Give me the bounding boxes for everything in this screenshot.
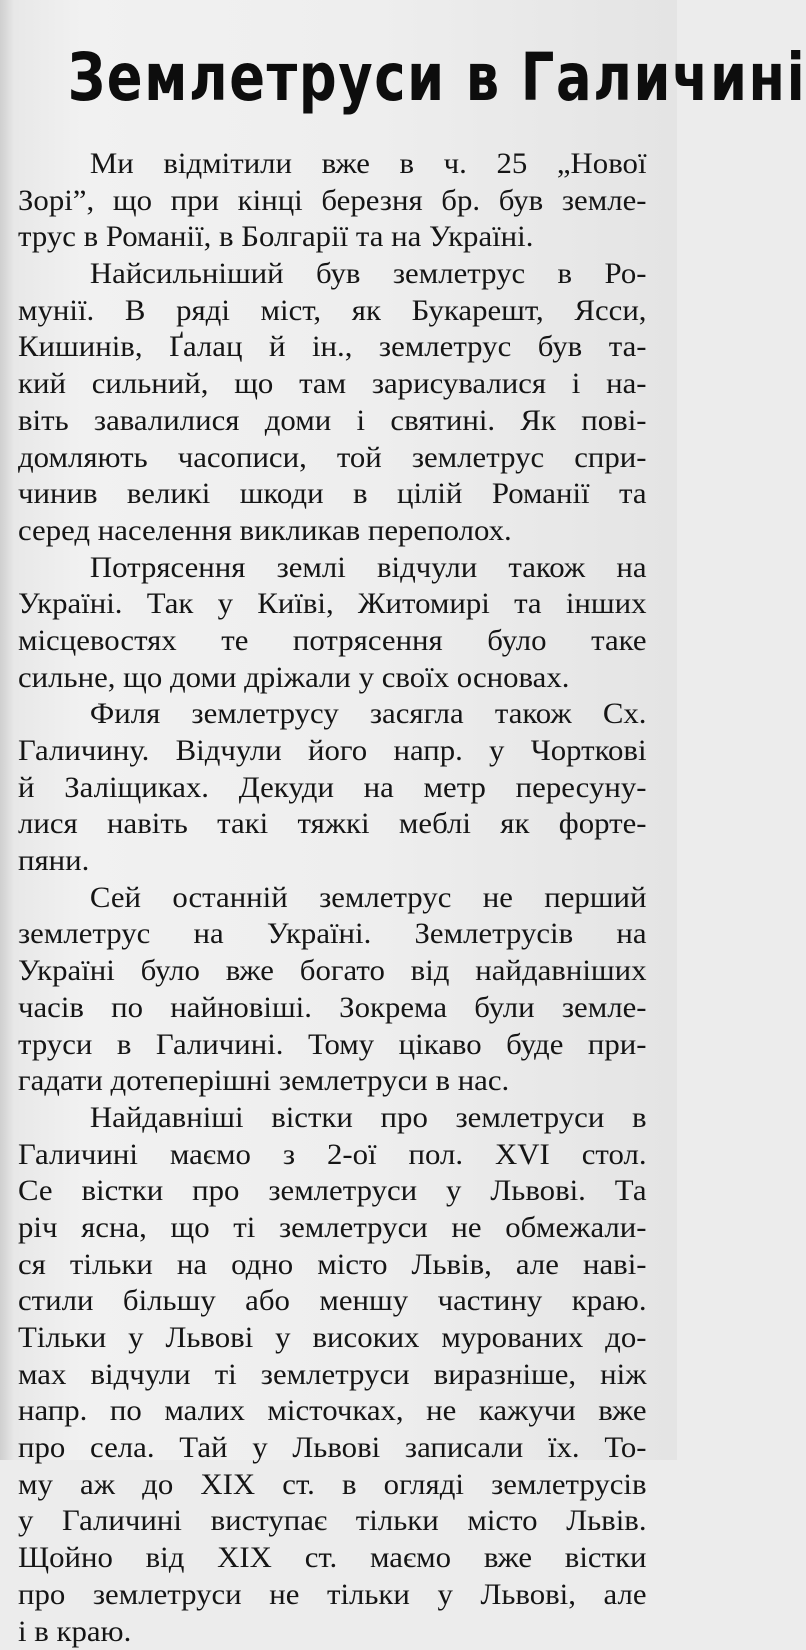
text-line: часів по найновіші. Зокрема були земле- <box>18 990 647 1027</box>
paragraph-2 <box>18 256 647 550</box>
text-line: кий сильний, що там зарисувалися і на- <box>18 366 647 403</box>
text-line: напр. по малих місточках, не кажучи вже <box>18 1393 647 1430</box>
text-line: Ми відмітили вже в ч. 25 „Нової <box>18 146 647 183</box>
text-line: ся тільки на одно місто Львів, але наві- <box>18 1247 647 1284</box>
text-line: місцевостях те потрясення було таке <box>18 623 647 660</box>
text-line: Кишинів, Ґалац й ін., землетрус був та- <box>18 329 647 366</box>
text-line: Се вістки про землетруси у Львові. Та <box>18 1173 647 1210</box>
text-line: віть завалилися доми і святині. Як пові- <box>18 403 647 440</box>
text-line: мунії. В ряді міст, як Букарешт, Ясси, <box>18 293 647 330</box>
text-line: Потрясення землі відчули також на <box>18 550 647 587</box>
text-line: землетрус на Україні. Землетрусів на <box>18 916 647 953</box>
text-line: серед населення викликав переполох. <box>18 513 647 550</box>
text-line: Україні було вже богато від найдавніших <box>18 953 647 990</box>
text-line: річ ясна, що ті землетруси не обмежали- <box>18 1210 647 1247</box>
text-line: гадати дотеперішні землетруси в нас. <box>18 1063 647 1100</box>
text-line: Щойно від XIX ст. маємо вже вістки <box>18 1540 647 1577</box>
paragraph-6 <box>18 1100 647 1650</box>
text-line: у Галичині виступає тільки місто Львів. <box>18 1503 647 1540</box>
article-headline: Землетруси в Галичині <box>68 18 610 138</box>
text-line: Україні. Так у Київі, Житомирі та інших <box>18 586 647 623</box>
paper-edge-shadow <box>0 0 14 1460</box>
article-body <box>18 146 647 1650</box>
text-line: Тільки у Львові у високих мурованих до- <box>18 1320 647 1357</box>
text-line: пяни. <box>18 843 647 880</box>
text-line: Галичині маємо з 2-ої пол. XVI стол. <box>18 1137 647 1174</box>
text-line: Филя землетрусу засягла також Сх. <box>18 696 647 733</box>
text-line: Зорі”, що при кінці березня бр. був земле- <box>18 183 647 220</box>
text-line: му аж до XIX ст. в огляді землетрусів <box>18 1467 647 1504</box>
text-line: й Заліщиках. Декуди на метр пересуну- <box>18 770 647 807</box>
text-line: і в краю. <box>18 1614 647 1650</box>
text-line: Найсильніший був землетрус в Ро- <box>18 256 647 293</box>
text-line: мах відчули ті землетруси виразніше, ніж <box>18 1357 647 1394</box>
paragraph-3 <box>18 550 647 697</box>
text-line: сильне, що доми дріжали у своїх основах. <box>18 660 647 697</box>
text-line: про села. Тай у Львові записали їх. То- <box>18 1430 647 1467</box>
text-line: труси в Галичині. Тому цікаво буде при- <box>18 1027 647 1064</box>
text-line: Галичину. Відчули його напр. у Чорткові <box>18 733 647 770</box>
text-line: домляють часописи, той землетрус спри- <box>18 440 647 477</box>
text-line: трус в Романії, в Болгарії та на Україні. <box>18 219 647 256</box>
paragraph-4 <box>18 696 647 879</box>
paragraph-5 <box>18 880 647 1100</box>
text-line: чинив великі шкоди в цілій Романії та <box>18 476 647 513</box>
paragraph-1 <box>18 146 647 256</box>
text-line: Сей останній землетрус не перший <box>18 880 647 917</box>
text-line: лися навіть такі тяжкі меблі як форте- <box>18 806 647 843</box>
text-line: стили більшу або меншу частину краю. <box>18 1283 647 1320</box>
text-line: про землетруси не тільки у Львові, але <box>18 1577 647 1614</box>
text-line: Найдавніші вістки про землетруси в <box>18 1100 647 1137</box>
